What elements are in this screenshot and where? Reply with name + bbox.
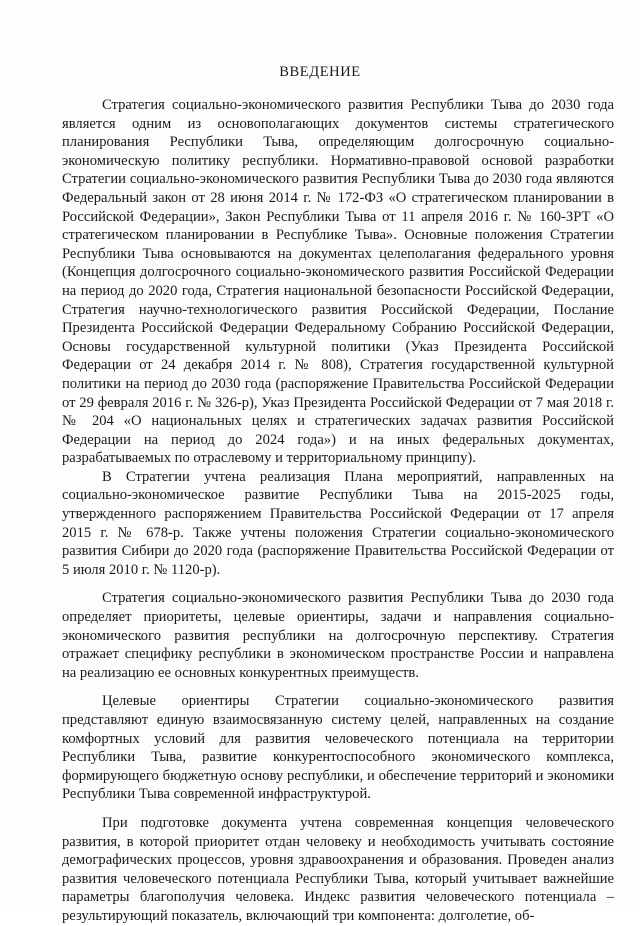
paragraph-human-development: При подготовке документа учтена современная концепция человеческого развития, в которой приоритет отдан человеку и необходимость учитывать состояние демографических процессов, уровня здравоохранения и образования. Проведен анализ развития человеческого потенциала Республики Тыва, который учитывает важнейшие параметры благополучия человека. Индекс развития человеческого потенциала – результирующий показатель, включающий три компонента: долголетие, об- bbox=[62, 814, 614, 924]
page-title: ВВЕДЕНИЕ bbox=[279, 64, 361, 80]
paragraph-legal-basis: Стратегия социально-экономического развития Республики Тыва до 2030 года является одним из основополагающих документов системы стратегического планирования Республики Тыва, определяющим долгосрочную социально-экономическую политику республики. Нормативно-правовой основой разработки Стратегии социально-экономического развития Республики Тыва до 2030 года являются Федеральный закон от 28 июня 2014 г. № 172-ФЗ «О стратегическом планировании в Российской Федерации», Закон Республики Тыва от 11 апреля 2016 г. № 160-ЗРТ «О стратегическом планировании в Республике Тыва». Основные положения Стратегии Республики Тыва основываются на документах целеполагания федерального уровня (Концепция долгосрочного социально-экономического развития Российской Федерации на период до 2020 года, Стратегия национальной безопасности Российской Федерации, Стратегия научно-технологического развития Российской Федерации, Послание Президента Российской Федерации Федеральному Собранию Российской Федерации, Основы государственной культурной политики (Указ Президента Российской Федерации от 24 декабря 2014 г. № 808), Стратегия государственной культурной политики на период до 2030 года (распоряжение Правительства Российской Федерации от 29 февраля 2016 г. № 326-р), Указ Президента Российской Федерации от 7 мая 2018 г. № 204 «О национальных целях и стратегических задачах развития Российской Федерации на период до 2024 года») и на иных федеральных документах, разрабатываемых по отраслевому и территориальному принципу). bbox=[62, 97, 614, 467]
document-body bbox=[62, 96, 614, 926]
paragraph-action-plan: В Стратегии учтена реализация Плана мероприятий, направленных на социально-экономическое развитие Республики Тыва на 2015-2025 годы, утвержденного распоряжением Правительства Российской Федерации от 17 апреля 2015 г. № 678-р. Также учтены положения Стратегии социально-экономического развития Сибири до 2020 года (распоряжение Правительства Российской Федерации от 5 июля 2010 г. № 1120-р). bbox=[62, 468, 614, 578]
paragraph-priorities: Стратегия социально-экономического развития Республики Тыва до 2030 года определяет приоритеты, целевые ориентиры, задачи и направления социально-экономического развития республики на долгосрочную перспективу. Стратегия отражает специфику республики в экономическом пространстве России и направлена на реализацию ее основных конкурентных преимуществ. bbox=[62, 590, 614, 681]
paragraph-target-goals: Целевые ориентиры Стратегии социально-экономического развития представляют единую взаимосвязанную систему целей, направленных на создание комфортных условий для развития человеческого потенциала на территории Республики Тыва, развитие конкурентоспособного экономического комплекса, формирующего бюджетную основу республики, и обеспечение территорий и экономики Республики Тыва современной инфраструктурой. bbox=[62, 693, 614, 803]
